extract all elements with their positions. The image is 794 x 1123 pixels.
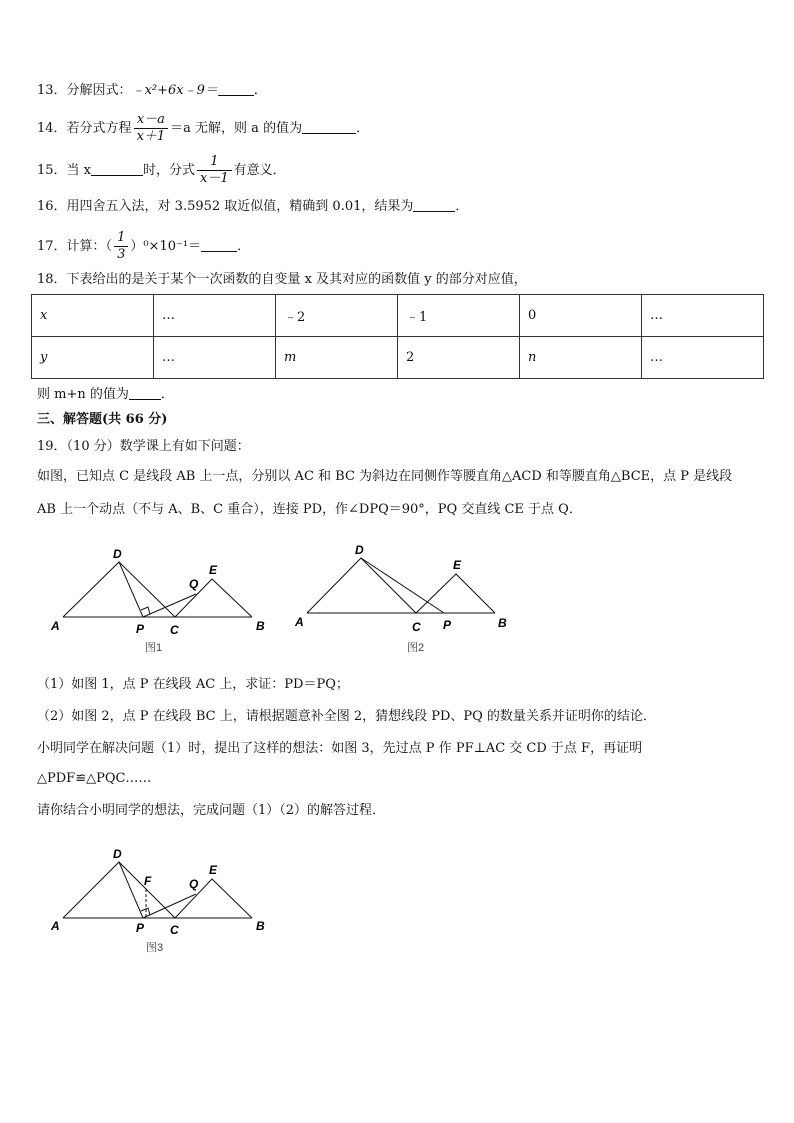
fig3-label-a: A xyxy=(51,919,60,933)
table-cell: n xyxy=(520,337,642,379)
question-18 xyxy=(37,270,527,290)
q14-frac-denominator: x＋1 xyxy=(134,128,169,145)
fig2-label-a: A xyxy=(295,615,304,629)
q18-number: 18． xyxy=(37,272,67,287)
q16-suffix: ． xyxy=(455,199,469,214)
q17-frac-denominator: 3 xyxy=(114,246,128,263)
table-cell: y xyxy=(32,337,154,379)
q14-suffix: ． xyxy=(356,121,370,136)
q16-text: 用四舍五入法，对 3.5952 取近似值，精确到 0.01，结果为 xyxy=(66,199,414,214)
fig2-segment-pd xyxy=(361,558,444,613)
q14-prefix: 若分式方程 xyxy=(66,121,132,136)
fig2-label-c: C xyxy=(412,620,421,634)
fig1-label-d: D xyxy=(113,547,122,561)
q16-number: 16． xyxy=(37,199,67,214)
q16-answer-blank[interactable] xyxy=(413,197,455,212)
fig3-caption: 图3 xyxy=(146,942,164,954)
table-row xyxy=(32,295,764,337)
section-3-title: 三、解答题(共 66 分) xyxy=(37,412,168,427)
table-cell: … xyxy=(642,337,764,379)
fig1-segment-pd xyxy=(119,562,143,617)
q13-number: 13． xyxy=(37,83,67,98)
q19-paragraph-2: AB 上一个动点（不与 A、B、C 重合），连接 PD，作∠DPQ＝90°，PQ 交直线 CE 于点 Q． xyxy=(37,502,582,517)
table-cell: … xyxy=(642,295,764,337)
q15-number: 15． xyxy=(37,163,67,178)
q18-after-suffix: ． xyxy=(160,387,174,402)
q17-number: 17． xyxy=(37,239,67,254)
fig1-label-c: C xyxy=(170,623,179,637)
q19-idea-line-2: △PDF≌△PQC…… xyxy=(37,771,152,786)
fig1-right-angle-mark xyxy=(141,607,150,614)
q19-subquestion-2: （2）如图 2，点 P 在线段 BC 上，请根据题意补全图 2，猜想线段 PD、PQ 的数量关系并证明你的结论． xyxy=(37,709,656,724)
fig1-label-e: E xyxy=(209,563,218,577)
fig3-label-p: P xyxy=(136,921,145,935)
q15-frac-denominator: x－1 xyxy=(197,170,232,187)
fig1-triangle-acd xyxy=(63,562,175,617)
q17-answer-blank[interactable] xyxy=(201,237,237,252)
table-cell: 2 xyxy=(398,337,520,379)
table-cell: x xyxy=(32,295,154,337)
q14-answer-blank[interactable] xyxy=(302,119,356,134)
fig3-label-q: Q xyxy=(189,877,199,891)
q18-text: 下表给出的是关于某个一次函数的自变量 x 及其对应的函数值 y 的部分对应值， xyxy=(66,272,527,287)
q19-header: 19．（10 分）数学课上有如下问题： xyxy=(37,439,250,454)
q17-suffix: ． xyxy=(237,239,251,254)
q19-paragraph-1: 如图，已知点 C 是线段 AB 上一点，分别以 AC 和 BC 为斜边在同侧作等腰直角△ACD 和等腰直角△BCE，点 P 是线段 xyxy=(37,469,733,484)
fig1-label-q: Q xyxy=(189,577,199,591)
q15-prefix: 当 x xyxy=(66,163,92,178)
fig2-label-d: D xyxy=(355,543,364,557)
fig1-segment-pq xyxy=(143,594,196,617)
q15-fraction xyxy=(197,154,232,187)
q18-value-table xyxy=(31,294,764,379)
q15-frac-numerator: 1 xyxy=(210,154,219,169)
figures-1-2 xyxy=(0,535,794,660)
fig2-label-b: B xyxy=(498,616,507,630)
q19-task: 请你结合小明同学的想法，完成问题（1）（2）的解答过程． xyxy=(37,803,386,818)
q17-middle-text: ）⁰×10⁻¹＝ xyxy=(130,239,202,254)
q14-frac-numerator: x－a xyxy=(136,112,165,127)
fig3-label-c: C xyxy=(170,923,179,937)
q17-fraction xyxy=(114,230,128,263)
fig1-label-a: A xyxy=(51,619,60,633)
q14-number: 14． xyxy=(37,121,67,136)
q13-expression: ﹣x²+6x﹣9＝ xyxy=(131,83,218,98)
q14-middle-text: ＝a 无解，则 a 的值为 xyxy=(170,121,303,136)
fig2-triangle-bce xyxy=(416,574,495,613)
question-16 xyxy=(37,197,468,217)
q15-suffix: 有意义． xyxy=(233,163,286,178)
fig3-label-d: D xyxy=(113,847,122,861)
fig2-label-p: P xyxy=(443,618,452,632)
q13-prefix: 分解因式： xyxy=(66,83,132,98)
fig1-label-b: B xyxy=(256,619,265,633)
question-13 xyxy=(37,81,267,101)
table-cell: … xyxy=(154,337,276,379)
table-cell: … xyxy=(154,295,276,337)
q18-followup xyxy=(37,385,174,405)
table-cell: ﹣1 xyxy=(398,295,520,337)
q17-frac-numerator: 1 xyxy=(117,230,126,245)
question-17 xyxy=(37,230,250,263)
q18-after-prefix: 则 m+n 的值为 xyxy=(37,387,129,402)
q15-middle-text: 时，分式 xyxy=(143,163,196,178)
fig3-label-b: B xyxy=(256,919,265,933)
figure-3 xyxy=(0,840,400,960)
q13-answer-blank[interactable] xyxy=(218,81,254,96)
fig2-triangle-acd xyxy=(307,558,416,613)
fig3-segment-pd xyxy=(119,862,143,918)
q19-idea-line-1: 小明同学在解决问题（1）时，提出了这样的想法：如图 3，先过点 P 作 PF⊥AC 交 CD 于点 F，再证明 xyxy=(37,741,643,756)
question-14 xyxy=(37,112,369,145)
table-cell: 0 xyxy=(520,295,642,337)
q18-answer-blank[interactable] xyxy=(129,385,161,400)
table-row xyxy=(32,337,764,379)
q19-subquestion-1: （1）如图 1，点 P 在线段 AC 上，求证：PD＝PQ； xyxy=(37,677,349,692)
q13-suffix: ． xyxy=(253,83,267,98)
table-cell: ﹣2 xyxy=(276,295,398,337)
fig1-label-p: P xyxy=(136,622,145,636)
fig3-triangle-acd xyxy=(63,862,175,918)
fig2-caption: 图2 xyxy=(407,642,425,654)
fig2-label-e: E xyxy=(453,558,462,572)
q17-prefix: 计算：（ xyxy=(66,239,113,254)
fig1-caption: 图1 xyxy=(145,642,163,654)
table-cell: m xyxy=(276,337,398,379)
q15-answer-blank[interactable] xyxy=(91,161,143,176)
q14-fraction xyxy=(134,112,169,145)
fig3-segment-pq xyxy=(143,894,196,918)
fig3-label-e: E xyxy=(209,863,218,877)
fig3-label-f: F xyxy=(144,874,152,888)
question-15 xyxy=(37,154,286,187)
